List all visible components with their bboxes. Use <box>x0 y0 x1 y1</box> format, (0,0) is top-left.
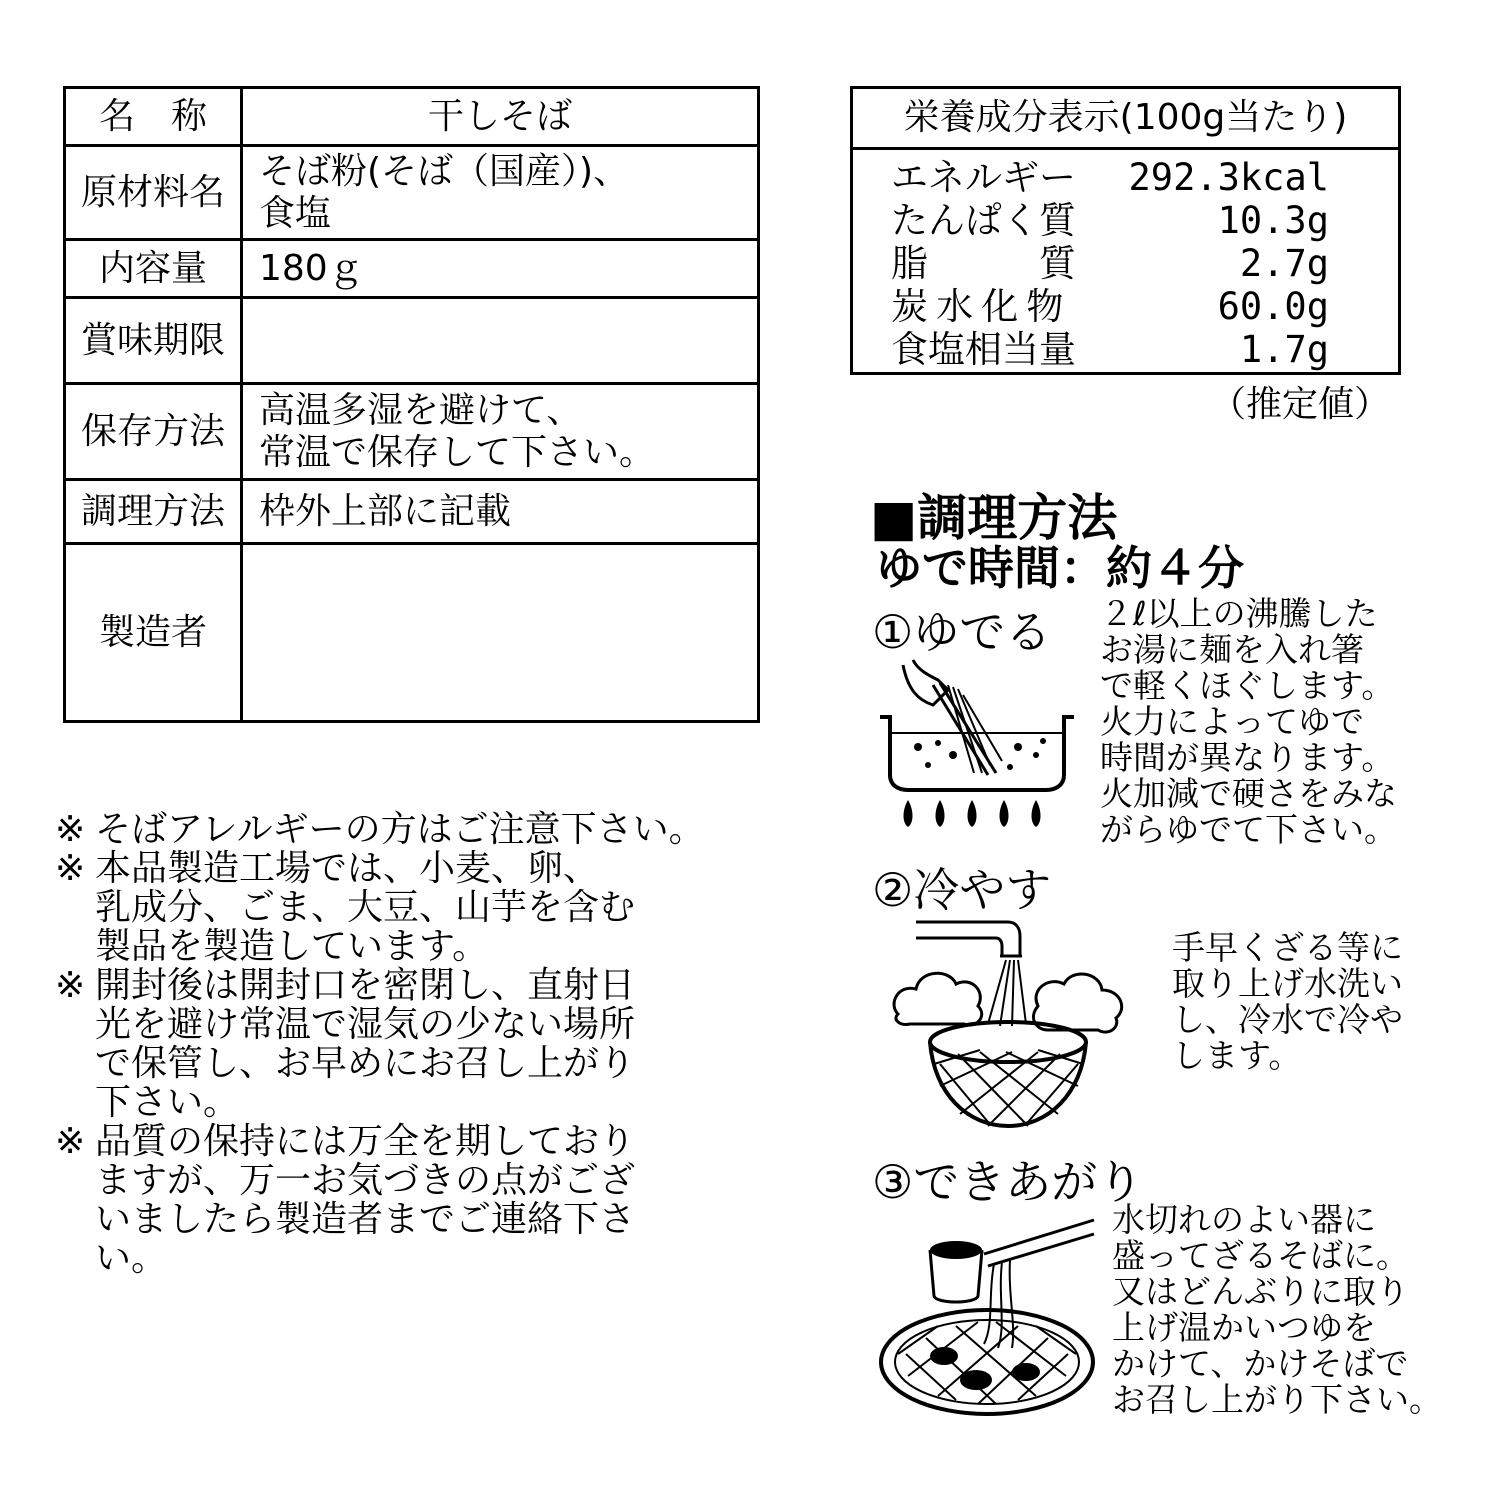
boiling-pot-illustration <box>878 655 1078 830</box>
step-1-description: ２ℓ以上の沸騰した お湯に麺を入れ箸 で軽くほぐします。 火力によってゆで 時間が異なります。 火加減で硬さをみな がらゆでて下さい。 <box>1100 594 1397 849</box>
served-soba-illustration <box>876 1214 1098 1424</box>
table-row <box>65 146 759 240</box>
nutrition-row <box>891 199 1398 242</box>
table-row <box>65 384 759 480</box>
nutrition-name: 炭水化物 <box>891 285 1072 328</box>
step-2-description: 手早くざる等に 取り上げ水洗い し、冷水で冷や します。 <box>1172 928 1403 1075</box>
caution-mark: ※ <box>55 1121 86 1162</box>
caution-item <box>55 849 795 966</box>
nutrition-value: 292.3kcal <box>1128 156 1329 199</box>
value-storage: 高温多湿を避けて、 常温で保存して下さい。 <box>242 384 759 480</box>
product-info-table <box>63 86 760 723</box>
caution-text: そばアレルギーの方はご注意下さい。 <box>95 809 705 850</box>
cooking-heading: ■調理方法 <box>870 489 1118 547</box>
value-best-before <box>242 298 759 384</box>
value-content-amount: 180ｇ <box>242 240 759 298</box>
caution-item <box>55 1122 795 1278</box>
caution-mark: ※ <box>55 965 86 1006</box>
label-ingredients: 原材料名 <box>65 146 242 240</box>
nutrition-list <box>853 150 1398 371</box>
caution-item <box>55 966 795 1122</box>
caution-mark: ※ <box>55 809 86 850</box>
table-row <box>65 544 759 722</box>
caution-notes <box>55 810 795 1278</box>
table-row <box>65 88 759 146</box>
label-content-amount: 内容量 <box>65 240 242 298</box>
nutrition-row <box>891 285 1398 328</box>
caution-text: 品質の保持には万全を期しており ますが、万一お気づきの点がござ いましたら製造者までご連絡下さ い。 <box>95 1121 636 1279</box>
step-3-title: ③できあがり <box>872 1155 1144 1209</box>
table-row <box>65 480 759 544</box>
value-manufacturer <box>242 544 759 722</box>
label-storage: 保存方法 <box>65 384 242 480</box>
nutrition-value: 60.0g <box>1217 285 1329 328</box>
caution-mark: ※ <box>55 848 86 889</box>
boil-time: ゆで時間：約４分 <box>876 541 1244 595</box>
value-name: 干しそば <box>242 88 759 146</box>
rinsing-colander-illustration <box>888 914 1133 1139</box>
table-row <box>65 240 759 298</box>
nutrition-name: 食塩相当量 <box>891 328 1076 371</box>
nutrition-value: 2.7g <box>1239 242 1329 285</box>
table-row <box>65 298 759 384</box>
step-2-title: ②冷やす <box>872 863 1052 917</box>
value-ingredients: そば粉(そば（国産）)、 食塩 <box>242 146 759 240</box>
label-cooking-method: 調理方法 <box>65 480 242 544</box>
caution-item <box>55 810 795 849</box>
nutrition-row <box>891 242 1398 285</box>
value-cooking-method: 枠外上部に記載 <box>242 480 759 544</box>
label-name: 名 称 <box>65 88 242 146</box>
nutrition-value: 10.3g <box>1217 199 1329 242</box>
nutrition-name: エネルギー <box>891 156 1076 199</box>
nutrition-estimate-note: （推定値） <box>1210 384 1391 425</box>
nutrition-row <box>891 156 1398 199</box>
label-manufacturer: 製造者 <box>65 544 242 722</box>
nutrition-value: 1.7g <box>1239 328 1329 371</box>
nutrition-name: たんぱく質 <box>891 199 1076 242</box>
caution-text: 本品製造工場では、小麦、卵、 乳成分、ごま、大豆、山芋を含む 製品を製造しています。 <box>95 848 636 967</box>
nutrition-row <box>891 328 1398 371</box>
nutrition-title: 栄養成分表示(100g当たり) <box>853 89 1398 150</box>
label-best-before: 賞味期限 <box>65 298 242 384</box>
nutrition-facts-box <box>850 86 1401 375</box>
step-1-title: ①ゆでる <box>872 605 1052 659</box>
caution-text: 開封後は開封口を密閉し、直射日 光を避け常温で湿気の少ない場所 で保管し、お早めにお召し上がり 下さい。 <box>95 965 636 1123</box>
step-3-description: 水切れのよい器に 盛ってざるそばに。 又はどんぶりに取り 上げ温かいつゆを かけて、かけそばで お召し上がり下さい。 <box>1112 1200 1442 1419</box>
nutrition-name: 脂 質 <box>891 242 1076 285</box>
